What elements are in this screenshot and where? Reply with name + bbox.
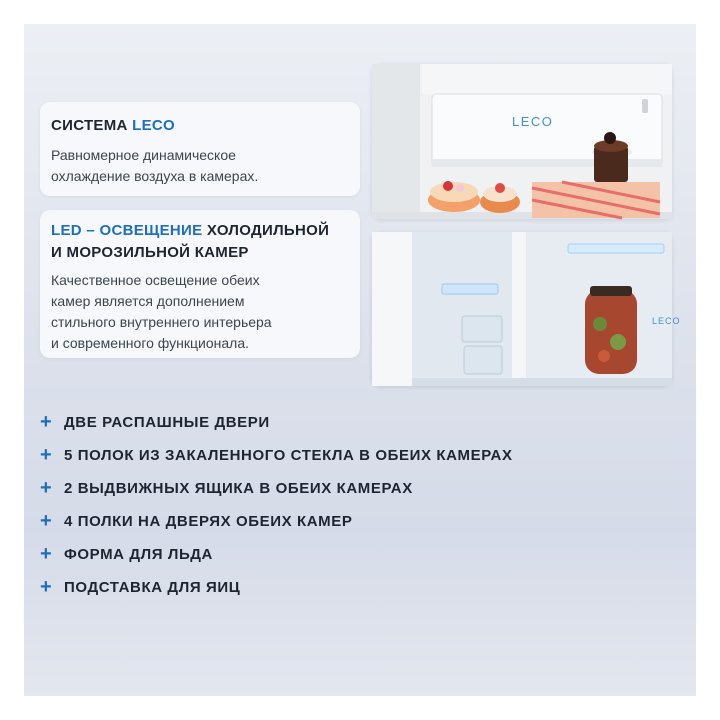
led-lighting-title-accent: LED – ОСВЕЩЕНИЕ bbox=[51, 222, 203, 239]
feature-label: 5 ПОЛОК ИЗ ЗАКАЛЕННОГО СТЕКЛА В ОБЕИХ КАМЕРАХ bbox=[64, 446, 513, 464]
feature-label: 2 ВЫДВИЖНЫХ ЯЩИКА В ОБЕИХ КАМЕРАХ bbox=[64, 479, 413, 497]
led-lighting-title-text: ХОЛОДИЛЬНОЙ bbox=[206, 222, 330, 239]
fridge-leco-photo bbox=[372, 64, 672, 219]
led-lighting-card bbox=[40, 210, 360, 358]
plus-icon: + bbox=[40, 576, 52, 598]
description-line: стильного внутреннего интерьера bbox=[51, 314, 272, 330]
feature-label: ФОРМА ДЛЯ ЛЬДА bbox=[64, 545, 213, 563]
plus-icon: + bbox=[40, 510, 52, 532]
leco-logo-text: LECO bbox=[512, 114, 554, 129]
led-lighting-title bbox=[51, 220, 329, 264]
leco-system-title-accent: LECO bbox=[132, 117, 176, 134]
feature-item bbox=[40, 576, 240, 598]
feature-label: ДВЕ РАСПАШНЫЕ ДВЕРИ bbox=[64, 413, 270, 431]
plus-icon: + bbox=[40, 444, 52, 466]
feature-item bbox=[40, 543, 213, 565]
plus-icon: + bbox=[40, 411, 52, 433]
description-line: охлаждение воздуха в камерах. bbox=[51, 168, 259, 184]
plus-icon: + bbox=[40, 543, 52, 565]
plus-icon: + bbox=[40, 477, 52, 499]
feature-item bbox=[40, 477, 413, 499]
description-line: Качественное освещение обеих bbox=[51, 272, 260, 288]
fridge-leco-illustration bbox=[372, 64, 672, 219]
led-lighting-description bbox=[51, 270, 351, 354]
description-line: и современного функционала. bbox=[51, 335, 250, 351]
leco-logo-small: LECO bbox=[652, 316, 681, 326]
feature-item bbox=[40, 444, 513, 466]
feature-label: ПОДСТАВКА ДЛЯ ЯИЦ bbox=[64, 578, 241, 596]
leco-system-description bbox=[51, 145, 351, 187]
leco-system-title bbox=[51, 115, 175, 137]
feature-label: 4 ПОЛКИ НА ДВЕРЯХ ОБЕИХ КАМЕР bbox=[64, 512, 353, 530]
leco-system-title-text: СИСТЕМА bbox=[51, 117, 128, 134]
description-line: камер является дополнением bbox=[51, 293, 245, 309]
fridge-led-photo bbox=[372, 232, 681, 386]
feature-item bbox=[40, 411, 270, 433]
promo-panel bbox=[24, 24, 696, 696]
description-line: Равномерное динамическое bbox=[51, 147, 236, 163]
led-lighting-title-line2: И МОРОЗИЛЬНОЙ КАМЕР bbox=[51, 244, 249, 261]
feature-item bbox=[40, 510, 352, 532]
fridge-led-illustration bbox=[372, 232, 681, 386]
leco-system-card bbox=[40, 102, 360, 196]
